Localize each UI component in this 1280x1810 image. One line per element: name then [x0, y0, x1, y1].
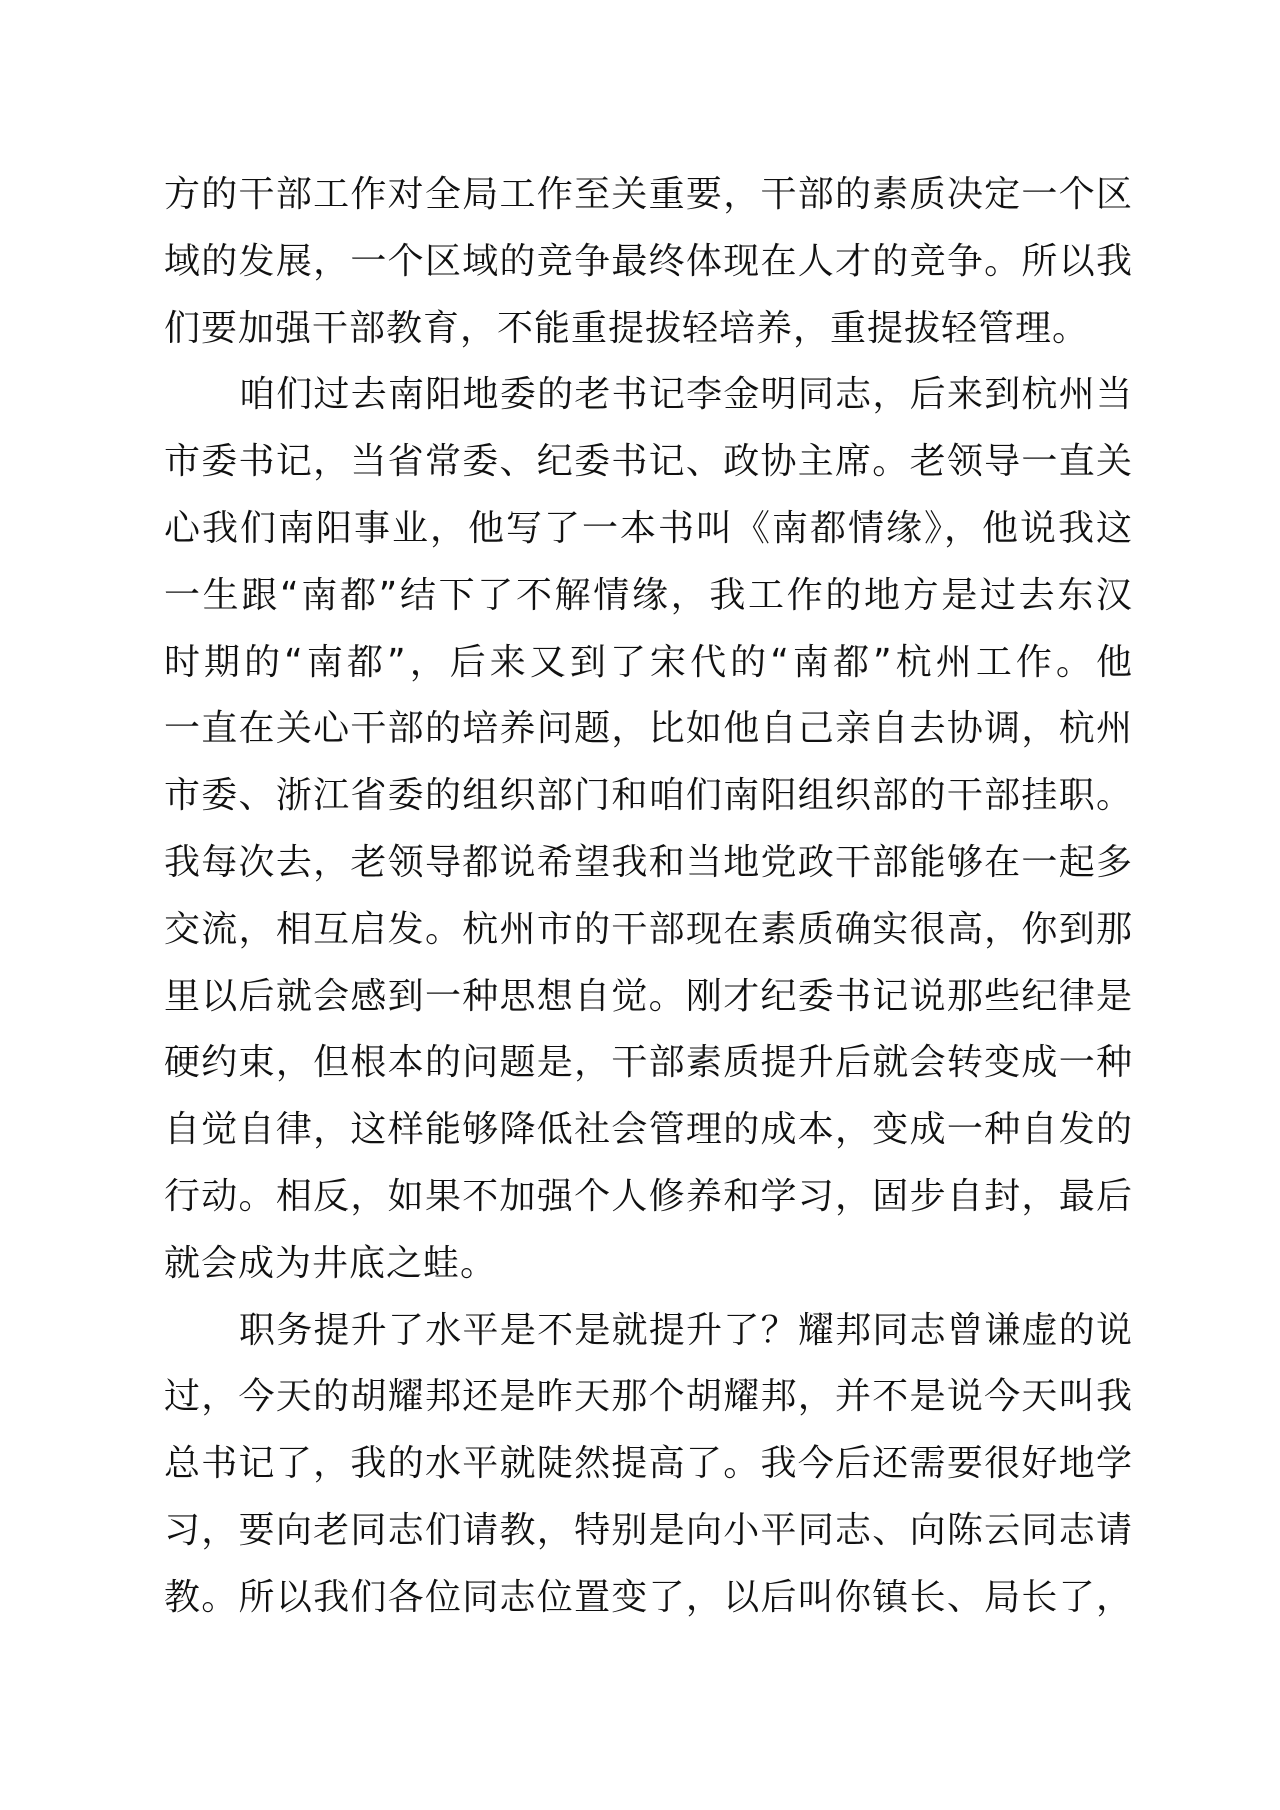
text-line: 硬约束，但根本的问题是，干部素质提升后就会转变成一种 [164, 1042, 1133, 1084]
text-line: 习，要向老同志们请教，特别是向小平同志、向陈云同志请 [164, 1509, 1133, 1551]
text-line: 时期的“南都”，后来又到了宋代的“南都”杭州工作。他 [164, 641, 1133, 683]
text-line: 方的干部工作对全局工作至关重要，干部的素质决定一个区 [164, 174, 1133, 215]
text-line: 行动。相反，如果不加强个人修养和学习，固步自封，最后 [164, 1175, 1133, 1217]
text-line: 我每次去，老领导都说希望我和当地党政干部能够在一起多 [164, 841, 1133, 883]
text-line: 心我们南阳事业，他写了一本书叫《南都情缘》，他说我这 [164, 507, 1133, 549]
text-line: 一直在关心干部的培养问题，比如他自己亲自去协调，杭州 [164, 708, 1133, 750]
text-line: 市委书记，当省常委、纪委书记、政协主席。老领导一直关 [164, 441, 1133, 483]
text-line: 们要加强干部教育，不能重提拔轻培养，重提拔轻管理。 [164, 307, 1090, 349]
text-line: 一生跟“南都”结下了不解情缘，我工作的地方是过去东汉 [164, 574, 1133, 616]
text-line: 教。所以我们各位同志位置变了，以后叫你镇长、局长了， [164, 1576, 1133, 1618]
text-line: 域的发展，一个区域的竞争最终体现在人才的竞争。所以我 [164, 240, 1133, 282]
text-line: 职务提升了水平是不是就提升了？耀邦同志曾谦虚的说 [239, 1309, 1133, 1351]
text-line: 咱们过去南阳地委的老书记李金明同志，后来到杭州当 [239, 374, 1133, 416]
text-line: 里以后就会感到一种思想自觉。刚才纪委书记说那些纪律是 [164, 975, 1133, 1017]
text-line: 自觉自律，这样能够降低社会管理的成本，变成一种自发的 [164, 1109, 1133, 1151]
text-line: 市委、浙江省委的组织部门和咱们南阳组织部的干部挂职。 [164, 775, 1133, 817]
text-line: 总书记了，我的水平就陡然提高了。我今后还需要很好地学 [164, 1443, 1133, 1485]
text-line: 交流，相互启发。杭州市的干部现在素质确实很高，你到那 [164, 908, 1133, 950]
text-line: 就会成为井底之蛙。 [164, 1242, 498, 1284]
document-body [164, 162, 1133, 1632]
text-line: 过，今天的胡耀邦还是昨天那个胡耀邦，并不是说今天叫我 [164, 1376, 1133, 1418]
